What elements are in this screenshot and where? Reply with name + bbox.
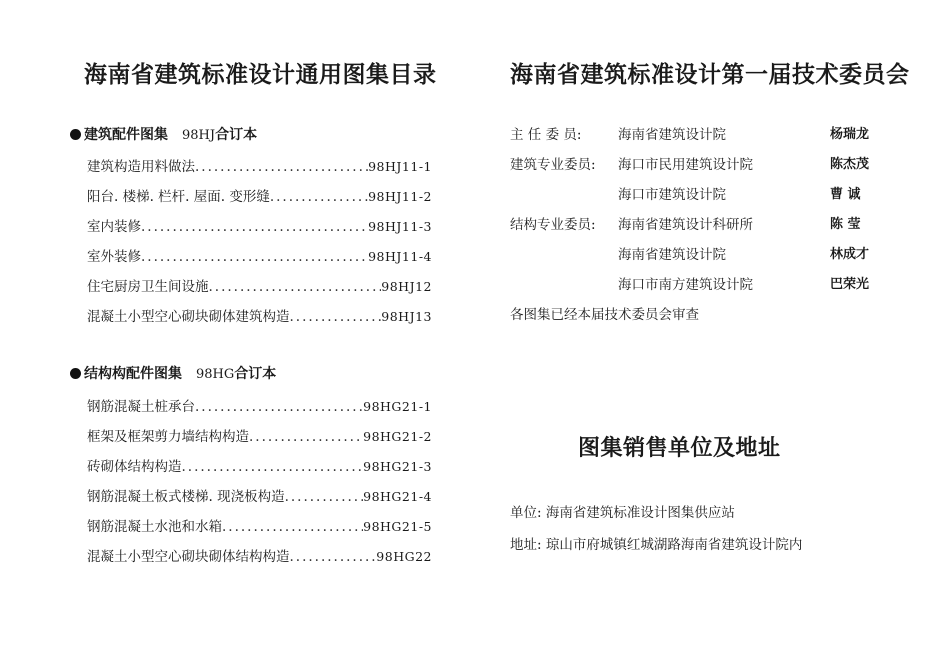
- committee-person: 林成才: [830, 247, 870, 262]
- committee-person: 巴荣光: [830, 277, 870, 292]
- committee-person: 陈 莹: [830, 217, 861, 232]
- committee-org: 海口市民用建筑设计院: [618, 157, 753, 173]
- toc-entry-code: 98HG21-5: [363, 519, 432, 534]
- toc-entry-title: 混凝土小型空心砌块砌体建筑构造: [87, 309, 290, 325]
- toc-entry: [87, 152, 432, 182]
- committee-org: 海口市建筑设计院: [618, 187, 726, 203]
- toc-entry-code: 98HJ11-1: [368, 159, 432, 174]
- dot-leader: [290, 302, 382, 332]
- committee-org: 海南省建筑设计院: [618, 247, 726, 263]
- committee-note: 各图集已经本届技术委员会审查: [510, 307, 699, 323]
- dot-leader: [195, 152, 368, 182]
- toc-entry-code: 98HJ13: [381, 309, 432, 324]
- section-structural-heading: [70, 363, 276, 383]
- toc-entry-title: 室内装修: [87, 219, 141, 235]
- structural-toc: [87, 392, 432, 572]
- toc-entry: [87, 482, 432, 512]
- committee-person: 陈杰茂: [830, 157, 870, 172]
- toc-entry-code: 98HG21-1: [363, 399, 432, 414]
- committee-row: [510, 150, 880, 180]
- committee-org: 海南省建筑设计科研所: [618, 217, 753, 233]
- dot-leader: [270, 182, 368, 212]
- toc-entry-code: 98HJ11-2: [368, 189, 432, 204]
- toc-entry-title: 混凝土小型空心砌块砌体结构构造: [87, 549, 290, 565]
- committee-role: 结构专业委员:: [510, 217, 596, 233]
- dot-leader: [141, 242, 368, 272]
- dot-leader: [182, 452, 364, 482]
- toc-entry-code: 98HJ11-4: [368, 249, 432, 264]
- committee-row: [510, 180, 880, 210]
- toc-entry-code: 98HJ11-3: [368, 219, 432, 234]
- dot-leader: [141, 212, 368, 242]
- toc-entry: [87, 392, 432, 422]
- toc-entry: [87, 272, 432, 302]
- section-architectural-heading: [70, 124, 257, 144]
- toc-entry-title: 室外装修: [87, 249, 141, 265]
- toc-entry-code: 98HG21-4: [363, 489, 432, 504]
- toc-entry: [87, 302, 432, 332]
- toc-entry-title: 阳台. 楼梯. 栏杆. 屋面. 变形缝: [87, 189, 270, 205]
- toc-entry-title: 钢筋混凝土板式楼梯. 现浇板构造: [87, 489, 285, 505]
- dot-leader: [290, 542, 377, 572]
- toc-entry-code: 98HG21-2: [363, 429, 432, 444]
- toc-entry-title: 住宅厨房卫生间设施: [87, 279, 209, 295]
- committee-row: [510, 120, 880, 150]
- toc-entry-code: 98HJ12: [381, 279, 432, 294]
- toc-entry: [87, 242, 432, 272]
- section-suffix: 合订本: [234, 366, 277, 382]
- bullet-icon: [70, 129, 81, 140]
- toc-entry: [87, 212, 432, 242]
- committee-role: [510, 270, 618, 300]
- section-suffix: 合订本: [215, 127, 258, 143]
- committee-role: [510, 180, 618, 210]
- toc-entry-code: 98HG22: [376, 549, 432, 564]
- dot-leader: [209, 272, 382, 302]
- committee-title: 海南省建筑标准设计第一届技术委员会: [510, 62, 910, 88]
- sales-address: 地址: 琼山市府城镇红城湖路海南省建筑设计院内: [510, 537, 803, 553]
- committee-role: [510, 240, 618, 270]
- sales-info: [510, 497, 890, 561]
- dot-leader: [222, 512, 363, 542]
- toc-entry: [87, 182, 432, 212]
- committee-person: 曹 诚: [830, 187, 861, 202]
- toc-entry-title: 钢筋混凝土水池和水箱: [87, 519, 222, 535]
- section-title: 建筑配件图集: [84, 127, 168, 143]
- committee-row: [510, 270, 880, 300]
- toc-entry-title: 建筑构造用料做法: [87, 159, 195, 175]
- committee-list: [510, 120, 880, 330]
- committee-row: [510, 240, 880, 270]
- section-code: 98HG: [196, 367, 235, 382]
- sales-unit: 单位: 海南省建筑标准设计图集供应站: [510, 505, 735, 521]
- committee-role: 主 任 委 员:: [510, 127, 582, 143]
- committee-person: 杨瑞龙: [830, 127, 870, 142]
- toc-entry-title: 框架及框架剪力墙结构构造: [87, 429, 249, 445]
- committee-row: [510, 210, 880, 240]
- committee-role: 建筑专业委员:: [510, 157, 596, 173]
- toc-entry: [87, 452, 432, 482]
- committee-org: 海口市南方建筑设计院: [618, 277, 753, 293]
- sales-title: 图集销售单位及地址: [578, 436, 781, 461]
- toc-entry: [87, 512, 432, 542]
- bullet-icon: [70, 368, 81, 379]
- architectural-toc: [87, 152, 432, 332]
- toc-entry: [87, 542, 432, 572]
- dot-leader: [195, 392, 363, 422]
- toc-entry-title: 钢筋混凝土桩承台: [87, 399, 195, 415]
- catalog-title: 海南省建筑标准设计通用图集目录: [84, 62, 437, 88]
- toc-entry-title: 砖砌体结构构造: [87, 459, 182, 475]
- section-title: 结构构配件图集: [84, 366, 182, 382]
- toc-entry: [87, 422, 432, 452]
- toc-entry-code: 98HG21-3: [363, 459, 432, 474]
- dot-leader: [249, 422, 363, 452]
- committee-org: 海南省建筑设计院: [618, 127, 726, 143]
- section-code: 98HJ: [182, 128, 216, 143]
- dot-leader: [285, 482, 364, 512]
